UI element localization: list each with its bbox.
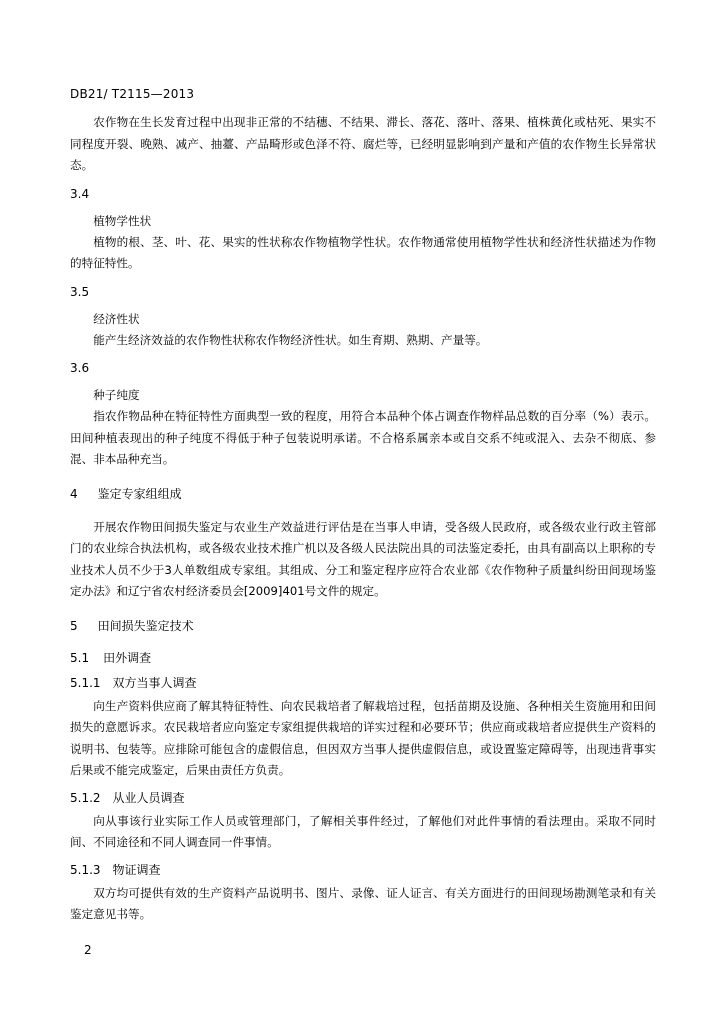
section-5-1-2-heading xyxy=(70,789,656,807)
section-3-4-definition: 植物的根、茎、叶、花、果实的性状称农作物植物学性状。农作物通常使用植物学性状和经济性状描述为作物的特征特性。 xyxy=(70,234,656,270)
standard-code-header: DB21/ T2115—2013 xyxy=(70,87,195,101)
section-3-6-definition: 指农作物品种在特征特性方面典型一致的程度，用符合本品种个体占调查作物样品总数的百分率（%）表示。田间种植表现出的种子纯度不得低于种子包装说明承诺。不合格系属亲本或自交系不纯或混入、去杂不彻底、参混、非本品种充当。 xyxy=(70,409,656,466)
section-5-heading xyxy=(70,617,656,635)
section-3-4-number: 3.4 xyxy=(70,186,90,201)
section-3-6-number: 3.6 xyxy=(70,361,90,375)
section-5-1-2-title: 从业人员调查 xyxy=(112,790,185,805)
section-3-4-term: 植物学性状 xyxy=(93,213,152,228)
intro-paragraph: 农作物在生长发育过程中出现非正常的不结穗、不结果、滞长、落花、落叶、落果、植株黄化或枯死、果实不同程度开裂、晚熟、减产、抽薹、产品畸形或色泽不符、腐烂等，已经明显影响到产量和产值的农作物生长异常状态。 xyxy=(70,115,656,172)
section-5-1-3-title: 物证调查 xyxy=(112,862,161,877)
section-3-5-term: 经济性状 xyxy=(93,311,140,326)
section-5-1-heading xyxy=(70,649,656,667)
document-body xyxy=(70,112,656,926)
section-5-1-2-number: 5.1.2 xyxy=(70,790,101,805)
section-4-heading xyxy=(70,485,656,503)
section-5-1-1-title: 双方当事人调查 xyxy=(112,675,197,690)
section-5-1-1-heading xyxy=(70,674,656,692)
section-3-5-definition: 能产生经济效益的农作物性状称农作物经济性状。如生育期、熟期、产量等。 xyxy=(93,332,488,347)
section-3-5-number: 3.5 xyxy=(70,284,90,299)
section-5-1-2-body: 向从事该行业实际工作人员或管理部门，了解相关事件经过，了解他们对此件事情的看法理由。采取不同时间、不同途径和不同人调查同一件事情。 xyxy=(70,813,656,849)
section-5-title: 田间损失鉴定技术 xyxy=(97,618,194,633)
section-5-1-title: 田外调查 xyxy=(103,650,152,665)
section-4-number: 4 xyxy=(70,486,78,501)
section-4-body: 开展农作物田间损失鉴定与农业生产效益进行评估是在当事人申请，受各级人民政府，或各级农业行政主管部门的农业综合执法机构，或各级农业技术推广机以及各级人民法院出具的司法鉴定委托，由具有副高以上职称的专业技术人员不少于3人单数组成专家组。其组成、分工和鉴定程序应符合农业部《农作物种子质量纠纷田间现场鉴定办法》和辽宁省农村经济委员会[2009]401号文件的规定。 xyxy=(70,519,656,598)
section-5-number: 5 xyxy=(70,618,78,633)
section-5-1-1-number: 5.1.1 xyxy=(70,675,101,690)
section-5-1-3-number: 5.1.3 xyxy=(70,862,101,877)
section-5-1-3-body: 双方均可提供有效的生产资料产品说明书、图片、录像、证人证言、有关方面进行的田间现场勘测笔录和有关鉴定意见书等。 xyxy=(70,885,656,921)
section-5-1-3-heading xyxy=(70,861,656,879)
section-5-1-1-body: 向生产资料供应商了解其特征特性、向农民栽培者了解栽培过程，包括苗期及设施、各种相关生资施用和田间损失的意愿诉求。农民栽培者应向鉴定专家组提供栽培的详实过程和必要环节；供应商或栽培者应提供生产资料的说明书、包装等。应排除可能包含的虚假信息，但因双方当事人提供虚假信息，或设置鉴定障碍等，出现违背事实后果或不能完成鉴定，后果由责任方负责。 xyxy=(70,698,656,777)
section-4-title: 鉴定专家组组成 xyxy=(97,486,182,501)
page-number: 2 xyxy=(84,943,92,957)
section-5-1-number: 5.1 xyxy=(70,650,90,665)
section-3-6-term: 种子纯度 xyxy=(93,388,140,402)
